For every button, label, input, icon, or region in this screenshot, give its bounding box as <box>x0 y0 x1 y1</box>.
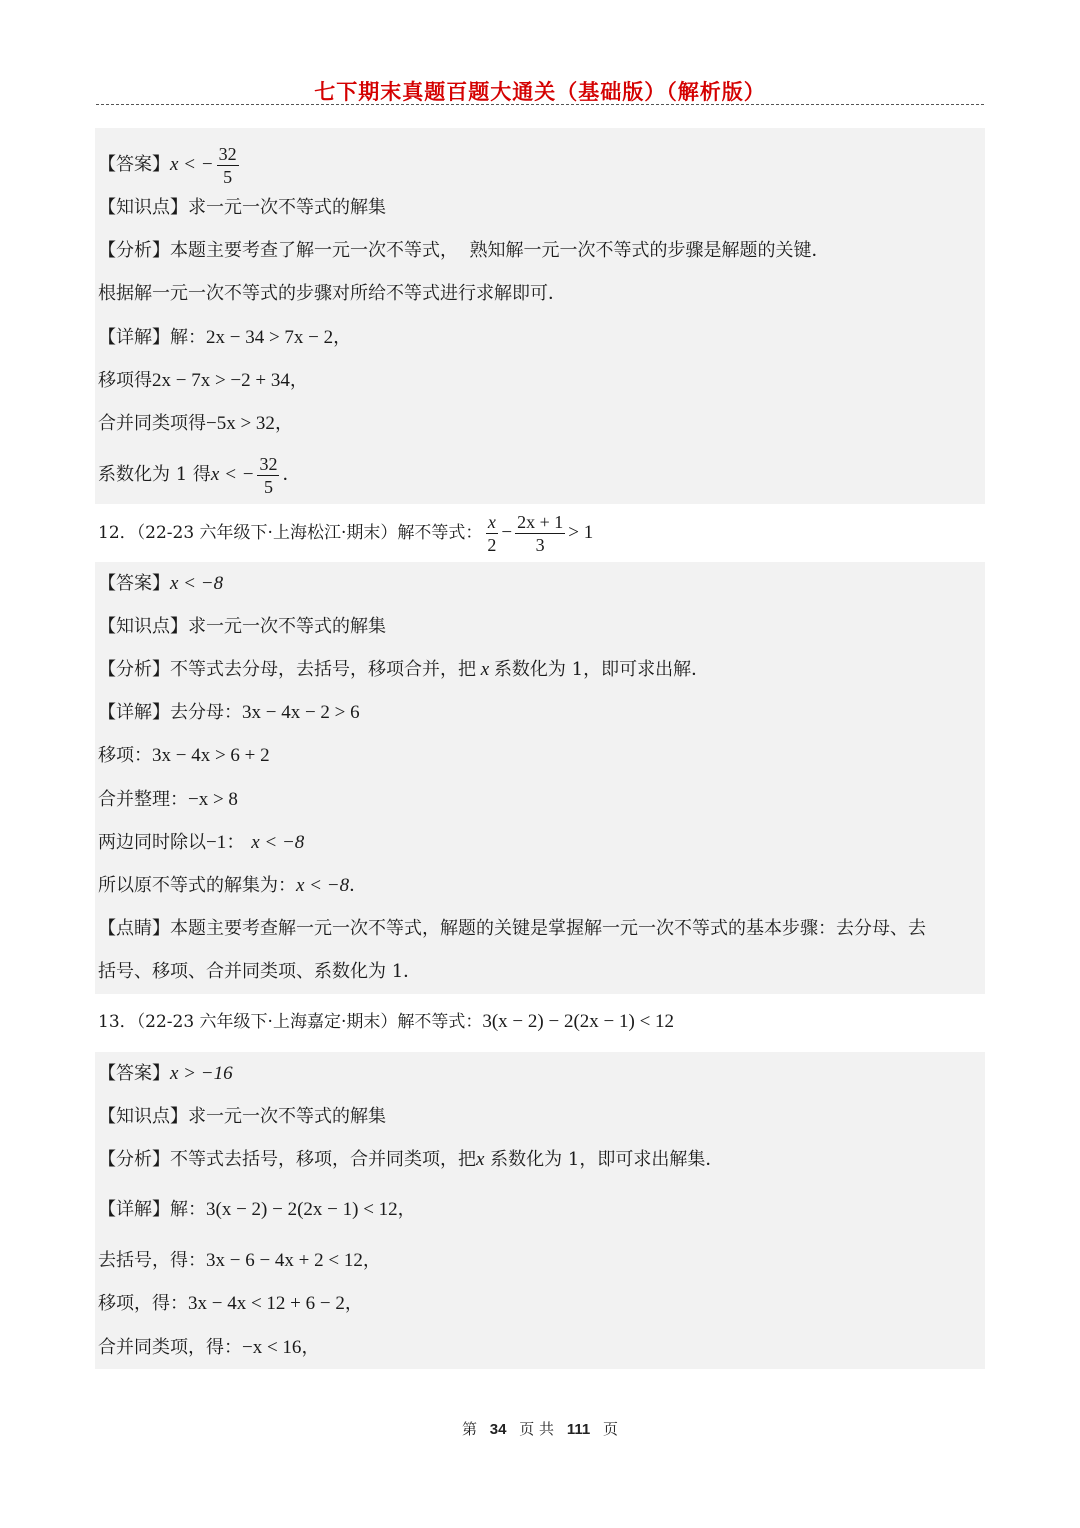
step-label: 合并同类项得 <box>98 413 206 434</box>
analysis-line-12 <box>98 658 709 682</box>
fraction-denominator: 5 <box>263 476 273 497</box>
math-expression: 3(x − 2) − 2(2x − 1) < 12 <box>206 1199 398 1220</box>
answer-expression: x > −16 <box>170 1063 233 1084</box>
answer-line-12 <box>98 572 223 596</box>
analysis-text: 系数化为 1，即可求出解． <box>493 659 710 680</box>
fraction-numerator: 32 <box>218 143 237 164</box>
analysis-text: 根据解一元一次不等式的步骤对所给不等式进行求解即可． <box>98 283 566 304</box>
result-fraction <box>257 453 279 498</box>
step-line-12-4 <box>98 874 367 898</box>
step-line-12-3 <box>98 831 304 855</box>
fraction-numerator: 32 <box>259 453 278 474</box>
math-expression: −x < 16 <box>242 1337 302 1358</box>
step-line-13-3 <box>98 1336 319 1360</box>
comment-text: 【点睛】本题主要考查解一元一次不等式，解题的关键是掌握解一元一次不等式的基本步骤：去分母、去 <box>98 918 926 939</box>
page-header-title: 七下期末真题百题大通关（基础版）（解析版） <box>314 79 766 104</box>
math-expression: 2x − 7x > −2 + 34 <box>152 370 290 391</box>
fraction-numerator: x <box>487 511 496 532</box>
step-label: 两边同时除以 <box>98 832 206 853</box>
analysis-text: 【分析】本题主要考查了解一元一次不等式， 熟知解一元一次不等式的步骤是解题的关键． <box>98 240 830 261</box>
question-text: 12．（22-23 六年级下·上海松江·期末）解不等式： <box>98 523 483 543</box>
math-expression: x < −8 <box>296 875 350 896</box>
math-expression: x < − <box>210 464 255 485</box>
answer-label: 【答案】 <box>98 1063 170 1084</box>
variable-x: x <box>476 1149 485 1170</box>
analysis-line-13 <box>98 1148 723 1172</box>
answer-line-11 <box>98 142 242 188</box>
step-label: 所以原不等式的解集为： <box>98 875 296 896</box>
page-footer <box>0 1418 1080 1439</box>
comment-text: 括号、移项、合并同类项、系数化为 1． <box>98 961 422 982</box>
punctuation: ， <box>301 1337 320 1358</box>
math-expression: −5x > 32 <box>206 413 275 434</box>
punctuation: ， <box>397 1199 416 1220</box>
knowledge-line-12 <box>98 615 386 639</box>
detail-line-13 <box>98 1198 416 1222</box>
answer-label: 【答案】 <box>98 154 170 175</box>
question-expression: 3(x − 2) − 2(2x − 1) < 12 <box>482 1011 675 1032</box>
detail-line-12 <box>98 701 360 725</box>
math-expression: 3x − 4x < 12 + 6 − 2 <box>188 1293 345 1314</box>
fraction-denominator: 5 <box>223 166 233 187</box>
page-number: 34 <box>489 1421 507 1438</box>
fraction-numerator: 2x + 1 <box>517 511 564 532</box>
variable-x: x <box>476 659 494 680</box>
math-expression: 3x − 4x > 6 + 2 <box>152 745 270 766</box>
math-expression: −x > 8 <box>188 789 238 810</box>
answer-line-13 <box>98 1062 233 1086</box>
inequality-rhs: > 1 <box>568 522 594 543</box>
total-pages: 111 <box>566 1421 591 1438</box>
knowledge-text: 【知识点】求一元一次不等式的解集 <box>98 616 386 637</box>
question-text: 13．（22-23 六年级下·上海嘉定·期末）解不等式： <box>98 1012 483 1032</box>
math-expression: 3x − 6 − 4x + 2 < 12 <box>206 1250 363 1271</box>
fraction-denominator: 3 <box>535 534 545 555</box>
analysis-text: 【分析】不等式去分母，去括号，移项合并，把 <box>98 659 476 680</box>
knowledge-text: 【知识点】求一元一次不等式的解集 <box>98 1106 386 1127</box>
punctuation: ， <box>333 327 352 348</box>
answer-label: 【答案】 <box>98 573 170 594</box>
step-label: 系数化为 1 得 <box>98 464 211 485</box>
step-line-12-1 <box>98 744 270 768</box>
step-label: 合并同类项，得： <box>98 1337 242 1358</box>
step-label: 去括号，得： <box>98 1250 206 1271</box>
step-label: 移项，得： <box>98 1293 188 1314</box>
detail-label: 【详解】解： <box>98 1199 206 1220</box>
punctuation: ， <box>344 1293 363 1314</box>
punctuation: ， <box>362 1250 381 1271</box>
answer-fraction <box>217 143 239 188</box>
analysis-line-11b <box>98 282 566 306</box>
footer-text: 第 <box>462 1420 478 1438</box>
analysis-line-11 <box>98 239 829 263</box>
math-expression: −1： <box>206 832 246 853</box>
step-label: 移项： <box>98 745 152 766</box>
punctuation: ． <box>282 464 301 485</box>
step-line-12-2 <box>98 788 238 812</box>
analysis-text: 系数化为 1，即可求出解集． <box>484 1149 724 1170</box>
step-line-13-2 <box>98 1292 363 1316</box>
step-line-11-1 <box>98 369 308 393</box>
punctuation: ． <box>349 875 368 896</box>
footer-text: 页 共 <box>519 1420 555 1438</box>
punctuation: ， <box>274 413 293 434</box>
step-line-11-2 <box>98 412 293 436</box>
step-line-13-1 <box>98 1249 381 1273</box>
answer-expression: x < −8 <box>170 573 224 594</box>
footer-text: 页 <box>602 1420 618 1438</box>
answer-expression: x < − <box>170 154 214 175</box>
detail-line-11 <box>98 326 351 350</box>
math-expression: x < −8 <box>251 832 305 853</box>
step-line-11-3 <box>98 452 300 498</box>
comment-line-12 <box>98 917 926 941</box>
comment-line-12b <box>98 960 421 984</box>
step-label: 合并整理： <box>98 789 188 810</box>
question-fraction-1 <box>485 511 498 556</box>
minus-sign: − <box>501 522 513 543</box>
knowledge-text: 【知识点】求一元一次不等式的解集 <box>98 197 386 218</box>
detail-label: 【详解】去分母： <box>98 702 242 723</box>
header-divider <box>96 104 984 105</box>
fraction-denominator: 2 <box>487 534 497 555</box>
step-label: 移项得 <box>98 370 152 391</box>
question-12 <box>98 510 593 556</box>
question-fraction-2 <box>515 511 565 556</box>
analysis-text: 【分析】不等式去括号，移项，合并同类项，把 <box>98 1149 476 1170</box>
math-expression: 2x − 34 > 7x − 2 <box>206 327 334 348</box>
punctuation: ， <box>289 370 308 391</box>
question-13 <box>98 1010 674 1034</box>
detail-label: 【详解】解： <box>98 327 206 348</box>
knowledge-line-11 <box>98 196 386 220</box>
math-expression: 3x − 4x − 2 > 6 <box>242 702 360 723</box>
knowledge-line-13 <box>98 1105 386 1129</box>
